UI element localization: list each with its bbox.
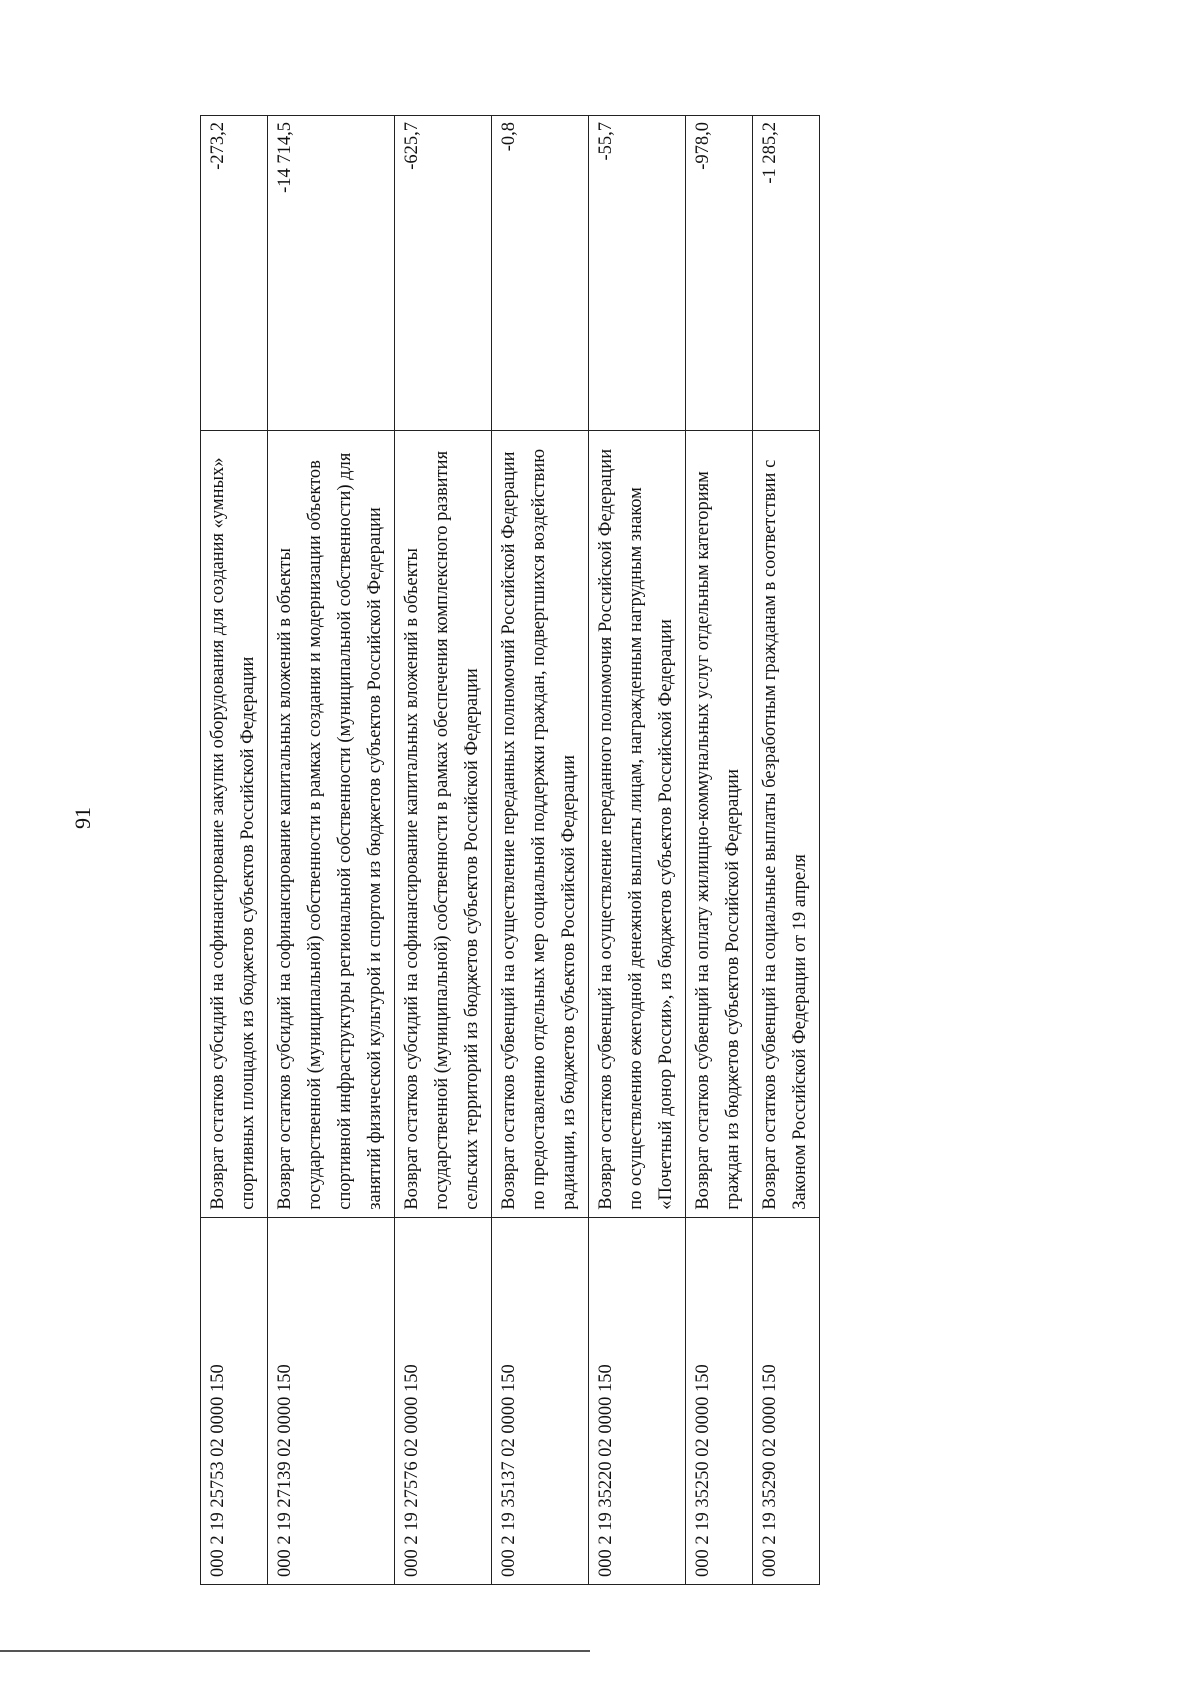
amount-cell: -625,7	[395, 116, 492, 431]
amount-cell: -0,8	[492, 116, 589, 431]
table-row	[395, 116, 492, 1585]
description-cell: Возврат остатков субвенций на оплату жилищно-коммунальных услуг отдельным категориям граждан из бюджетов субъектов Российской Федерации	[686, 431, 753, 1218]
description-cell: Возврат остатков субсидий на софинансирование капитальных вложений в объекты государственной (муниципальной) собственности в рамках обеспечения комплексного развития сельских территорий из бюджетов субъектов Российской Федерации	[395, 431, 492, 1218]
amount-cell: -1 285,2	[753, 116, 820, 431]
budget-code-cell: 000 2 19 35250 02 0000 150	[686, 1217, 753, 1584]
table-row	[589, 116, 686, 1585]
description-cell: Возврат остатков субвенций на осуществление переданных полномочий Российской Федерации по предоставлению отдельных мер социальной поддержки граждан, подвергшихся воздействию радиации, из бюджетов субъектов Российской Федерации	[492, 431, 589, 1218]
rotated-table-sheet	[200, 115, 820, 1585]
table-row	[753, 116, 820, 1585]
scan-edge-line	[0, 1650, 590, 1652]
table-row	[686, 116, 753, 1585]
description-cell: Возврат остатков субсидий на софинансирование капитальных вложений в объекты государственной (муниципальной) собственности в рамках создания и модернизации объектов спортивной инфраструктуры региональной собственности (муниципальной собственности) для занятий физической культурой и спортом из бюджетов субъектов Российской Федерации	[268, 431, 395, 1218]
description-cell: Возврат остатков субвенций на социальные выплаты безработным гражданам в соответствии с Законом Российской Федерации от 19 апреля	[753, 431, 820, 1218]
budget-code-cell: 000 2 19 25753 02 0000 150	[201, 1217, 268, 1584]
budget-code-cell: 000 2 19 35220 02 0000 150	[589, 1217, 686, 1584]
budget-code-cell: 000 2 19 35137 02 0000 150	[492, 1217, 589, 1584]
amount-cell: -978,0	[686, 116, 753, 431]
amount-cell: -55,7	[589, 116, 686, 431]
table-row	[201, 116, 268, 1585]
amount-cell: -14 714,5	[268, 116, 395, 431]
budget-table	[200, 115, 820, 1585]
table-row	[268, 116, 395, 1585]
budget-code-cell: 000 2 19 27576 02 0000 150	[395, 1217, 492, 1584]
description-cell: Возврат остатков субвенций на осуществление переданного полномочия Российской Федерации по осуществлению ежегодной денежной выплаты лицам, награжденным нагрудным знаком «Почетный донор России», из бюджетов субъектов Российской Федерации	[589, 431, 686, 1218]
amount-cell: -273,2	[201, 116, 268, 431]
budget-code-cell: 000 2 19 27139 02 0000 150	[268, 1217, 395, 1584]
budget-code-cell: 000 2 19 35290 02 0000 150	[753, 1217, 820, 1584]
page-number: 91	[70, 807, 95, 829]
table-row	[492, 116, 589, 1585]
description-cell: Возврат остатков субсидий на софинансирование закупки оборудования для создания «умных» спортивных площадок из бюджетов субъектов Российской Федерации	[201, 431, 268, 1218]
